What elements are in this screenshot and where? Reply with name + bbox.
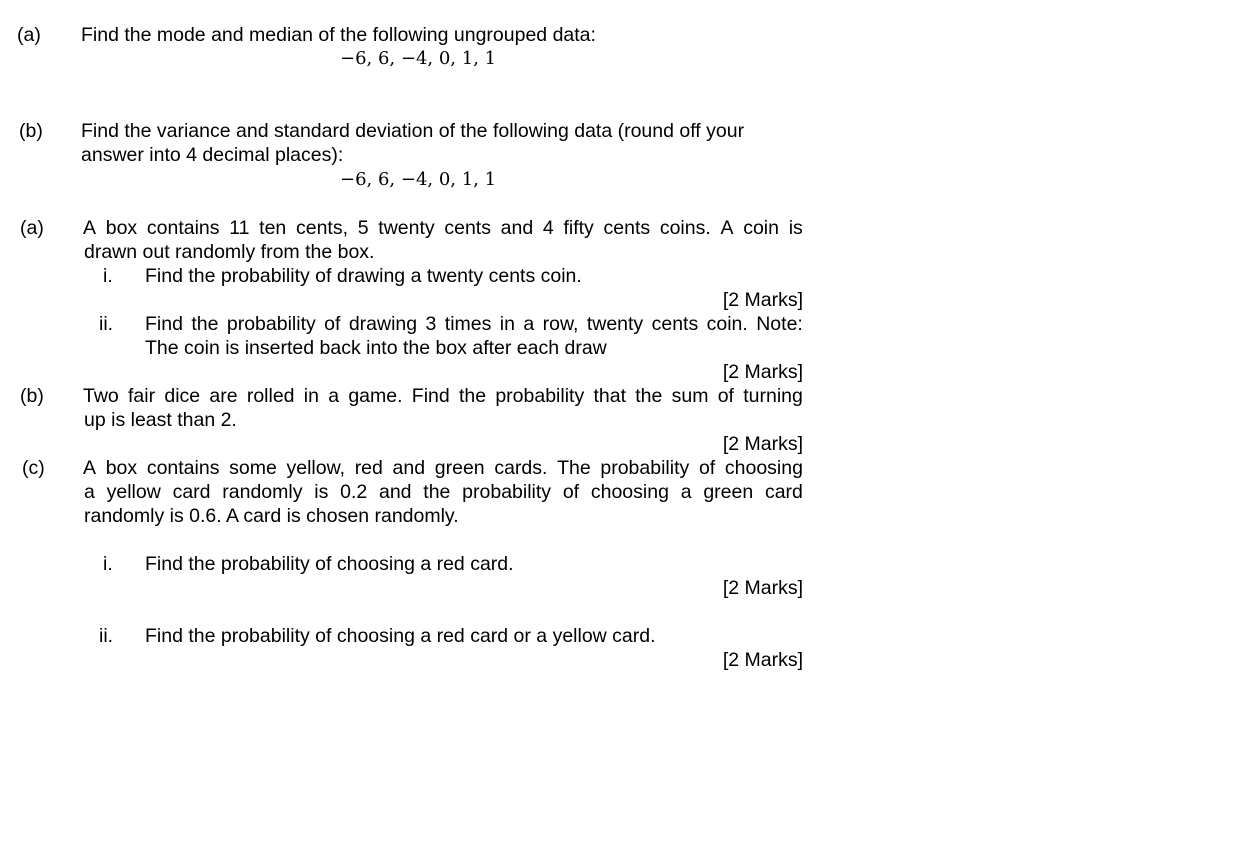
word: probability bbox=[600, 457, 690, 479]
word: 4 bbox=[542, 217, 554, 239]
word: probability bbox=[462, 481, 552, 503]
q2a-label: (a) bbox=[20, 217, 44, 239]
word: randomly bbox=[222, 481, 303, 503]
word: contains bbox=[146, 217, 220, 239]
q2a-ii-line1 bbox=[145, 312, 803, 336]
word: probability bbox=[495, 385, 585, 407]
word: cents bbox=[603, 217, 651, 239]
word: twenty bbox=[586, 313, 644, 335]
word: cents bbox=[651, 313, 699, 335]
word: cents, bbox=[295, 217, 349, 239]
word: card bbox=[172, 481, 211, 503]
q2c-i-marks: [2 Marks] bbox=[722, 577, 803, 599]
word: drawing bbox=[348, 313, 418, 335]
q2a-ii-line2: The coin is inserted back into the box after each draw bbox=[145, 337, 607, 359]
word: A bbox=[83, 457, 97, 479]
word: and bbox=[392, 457, 426, 479]
word: 5 bbox=[357, 217, 369, 239]
word: in bbox=[499, 313, 515, 335]
q2b-line1 bbox=[83, 384, 803, 408]
word: of bbox=[698, 457, 716, 479]
q2c-ii-marks: [2 Marks] bbox=[722, 649, 803, 671]
word: box bbox=[105, 457, 138, 479]
q2a-i-marks: [2 Marks] bbox=[722, 289, 803, 311]
word: A bbox=[720, 217, 734, 239]
q2a-line1 bbox=[83, 216, 803, 240]
q1b-label: (b) bbox=[19, 120, 43, 142]
word: 11 bbox=[229, 217, 250, 239]
word: probability bbox=[226, 313, 316, 335]
word: Find bbox=[411, 385, 450, 407]
word: choosing bbox=[590, 481, 669, 503]
q1a-text: Find the mode and median of the following ungrouped data: bbox=[81, 24, 596, 46]
word: 0.2 bbox=[340, 481, 368, 503]
word: some bbox=[229, 457, 277, 479]
word: cards. bbox=[494, 457, 548, 479]
word: sum bbox=[671, 385, 709, 407]
word: fifty bbox=[563, 217, 594, 239]
word: of bbox=[324, 313, 341, 335]
word: the bbox=[635, 385, 663, 407]
word: choosing bbox=[724, 457, 803, 479]
q1a-label: (a) bbox=[17, 24, 41, 46]
word: box bbox=[105, 217, 138, 239]
word: ten bbox=[259, 217, 287, 239]
word: fair bbox=[128, 385, 156, 407]
word: times bbox=[444, 313, 492, 335]
q1b-line1: Find the variance and standard deviation of the following data (round off your bbox=[81, 120, 745, 142]
word: the bbox=[191, 313, 219, 335]
word: red bbox=[354, 457, 383, 479]
word: 3 bbox=[425, 313, 437, 335]
word: and bbox=[378, 481, 412, 503]
q2b-line2: up is least than 2. bbox=[84, 409, 237, 431]
q2a-ii-marks: [2 Marks] bbox=[722, 361, 803, 383]
q2c-i-text: Find the probability of choosing a red card. bbox=[145, 553, 514, 575]
word: of bbox=[717, 385, 734, 407]
q2b-label: (b) bbox=[20, 385, 44, 407]
word: Note: bbox=[756, 313, 803, 335]
q2c-i-label: i. bbox=[103, 553, 113, 575]
word: Find bbox=[145, 313, 183, 335]
word: The bbox=[557, 457, 591, 479]
word: green bbox=[434, 457, 485, 479]
q2c-ii-label: ii. bbox=[99, 625, 114, 647]
word: that bbox=[593, 385, 626, 407]
word: are bbox=[209, 385, 238, 407]
word: a bbox=[328, 385, 340, 407]
word: is bbox=[314, 481, 329, 503]
word: the bbox=[423, 481, 451, 503]
word: a bbox=[84, 481, 95, 503]
word: row, bbox=[542, 313, 579, 335]
word: twenty bbox=[378, 217, 435, 239]
word: a bbox=[680, 481, 692, 503]
word: coin. bbox=[706, 313, 748, 335]
q2c-ii-text: Find the probability of choosing a red card or a yellow card. bbox=[145, 625, 656, 647]
word: contains bbox=[146, 457, 220, 479]
word: is bbox=[788, 217, 803, 239]
word: rolled bbox=[246, 385, 295, 407]
q1b-data: −6, 6, −4, 0, 1, 1 bbox=[340, 169, 497, 190]
word: the bbox=[458, 385, 487, 407]
q2c-line2 bbox=[84, 480, 803, 504]
word: of bbox=[562, 481, 580, 503]
word: coin bbox=[743, 217, 779, 239]
word: dice bbox=[164, 385, 201, 407]
q2a-i-text: Find the probability of drawing a twenty cents coin. bbox=[145, 265, 582, 287]
word: green bbox=[703, 481, 754, 503]
word: yellow bbox=[106, 481, 161, 503]
q2a-line2: drawn out randomly from the box. bbox=[84, 241, 375, 263]
word: A bbox=[83, 217, 97, 239]
q2c-line3: randomly is 0.6. A card is chosen randomly. bbox=[84, 505, 459, 527]
q2c-label: (c) bbox=[22, 457, 45, 479]
q2a-ii-label: ii. bbox=[99, 313, 114, 335]
q2c-line1 bbox=[83, 456, 803, 480]
q2a-i-label: i. bbox=[103, 265, 113, 287]
word: game. bbox=[348, 385, 403, 407]
word: cents bbox=[444, 217, 491, 239]
word: card bbox=[764, 481, 803, 503]
word: and bbox=[500, 217, 534, 239]
word: a bbox=[523, 313, 535, 335]
q1b-line2: answer into 4 decimal places): bbox=[81, 144, 344, 166]
word: turning bbox=[743, 385, 803, 407]
word: yellow, bbox=[286, 457, 346, 479]
word: in bbox=[303, 385, 319, 407]
q1a-data: −6, 6, −4, 0, 1, 1 bbox=[340, 48, 497, 69]
word: coins. bbox=[659, 217, 711, 239]
word: Two bbox=[83, 385, 119, 407]
q2b-marks: [2 Marks] bbox=[722, 433, 803, 455]
